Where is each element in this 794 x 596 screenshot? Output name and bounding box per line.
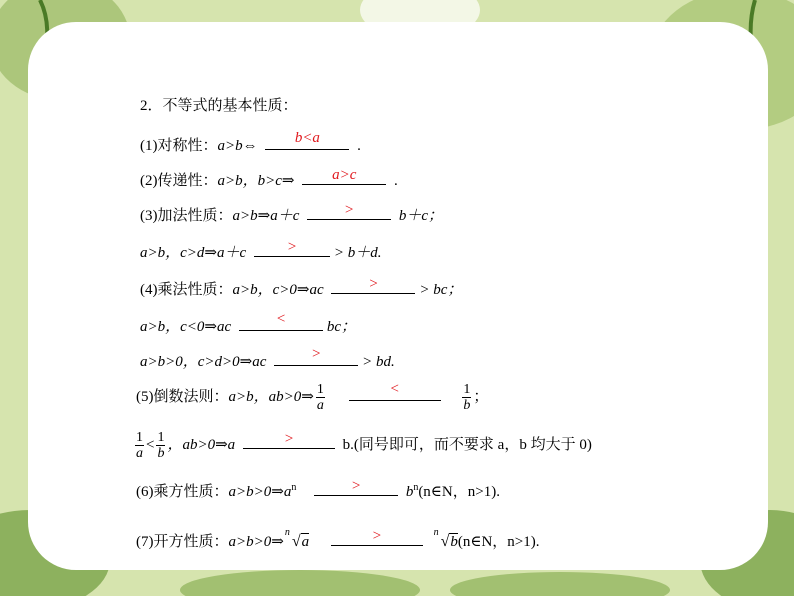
reciprocal-fraction-b: $\frac{1}{b}$ (463, 382, 471, 413)
root-cond: (n∈N，n>1). (457, 534, 540, 550)
multiplication3-answer: > (311, 346, 322, 362)
multiplication2-end: bc； (326, 319, 357, 335)
heading-text: 2．不等式的基本性质： (140, 98, 298, 114)
heading (140, 96, 298, 116)
addition-expr: a>b⇒a＋c (232, 208, 300, 224)
multiplication3-end: > bd. (362, 354, 395, 370)
property-root (136, 528, 540, 552)
power-b: b (405, 484, 414, 500)
root-radical-a: n √a (284, 527, 310, 550)
reciprocal-end: ； (473, 388, 489, 405)
property-power (136, 478, 500, 502)
addition2-blank (254, 239, 330, 257)
root-radical-b: n √b (433, 527, 458, 550)
symmetry-expr: a>b⇔ (217, 138, 258, 154)
multiplication2-answer: < (275, 311, 286, 327)
transitivity-answer: a>c (332, 167, 357, 183)
reciprocal-blank (349, 380, 441, 401)
multiplication-blank (331, 276, 415, 294)
property-addition-2 (140, 239, 382, 263)
multiplication-answer: > (368, 276, 379, 292)
reciprocal2-fraction-a: $\frac{1}{a}$ (136, 430, 143, 461)
reciprocal-label: (5)倒数法则： (136, 388, 229, 405)
property-multiplication-2 (140, 313, 356, 337)
root-blank (331, 528, 423, 546)
symmetry-end: . (357, 138, 361, 154)
power-cond: (n∈N，n>1). (418, 484, 500, 500)
multiplication-label: (4)乘法性质： (140, 282, 233, 298)
property-multiplication-3 (140, 348, 395, 372)
property-transitivity (140, 167, 398, 191)
transitivity-expr: a>b，b>c⇒ (217, 173, 295, 189)
property-symmetry (140, 132, 361, 156)
property-reciprocal-2 (133, 430, 592, 461)
power-exponent-a: n (291, 482, 297, 493)
addition2-end: > b＋d. (333, 245, 382, 261)
power-blank (314, 478, 398, 496)
root-expr: a>b>0⇒ (228, 534, 284, 550)
multiplication-expr: a>b，c>0⇒ac (232, 282, 324, 298)
multiplication3-blank (274, 348, 358, 366)
root-answer: > (371, 528, 382, 544)
power-label: (6)乘方性质： (136, 484, 229, 500)
multiplication2-blank (239, 313, 323, 331)
addition-answer: > (344, 202, 355, 218)
addition2-expr: a>b，c>d⇒a＋c (140, 245, 247, 261)
reciprocal-answer: < (389, 380, 400, 397)
transitivity-end: . (393, 173, 398, 189)
power-answer: > (351, 478, 362, 494)
symmetry-answer: b<a (294, 130, 320, 146)
addition2-answer: > (286, 239, 297, 255)
multiplication2-expr: a>b，c<0⇒ac (140, 319, 232, 335)
reciprocal2-lt: < (146, 436, 155, 453)
multiplication-end: > bc； (419, 282, 463, 298)
addition-blank (307, 202, 391, 220)
reciprocal-fraction-a: $\frac{1}{a}$ (316, 382, 324, 413)
reciprocal2-answer: > (283, 430, 294, 447)
addition-label: (3)加法性质： (140, 208, 233, 224)
symmetry-label: (1)对称性： (140, 138, 218, 154)
transitivity-blank (302, 167, 386, 185)
reciprocal2-fraction-b: $\frac{1}{b}$ (157, 430, 165, 461)
root-label: (7)开方性质： (136, 534, 229, 550)
property-multiplication (140, 276, 462, 300)
property-reciprocal (136, 382, 488, 413)
reciprocal2-end: b.(同号即可，而不要求 a，b 均大于 0) (342, 436, 592, 453)
property-addition (140, 202, 443, 226)
transitivity-label: (2)传递性： (140, 173, 218, 189)
addition-end: b＋c； (398, 208, 444, 224)
reciprocal2-blank (243, 431, 335, 449)
power-expr: a>b>0⇒a (228, 484, 292, 500)
symmetry-blank (265, 132, 349, 150)
reciprocal2-mid: ，ab>0⇒a (167, 436, 236, 453)
multiplication3-expr: a>b>0，c>d>0⇒ac (140, 354, 267, 370)
power-exponent-b: n (413, 482, 419, 493)
reciprocal-expr: a>b，ab>0⇒ (228, 388, 314, 405)
